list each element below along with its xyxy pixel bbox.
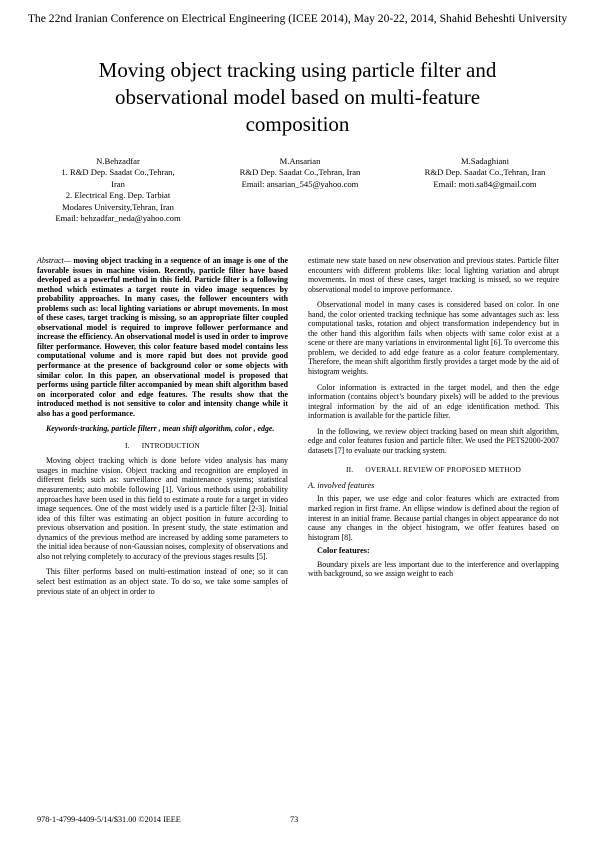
paragraph: Color information is extracted in the target model, and then the edge information (contains object’s boundary pixels) will be added to the previous integral information by the aid of an edge identification method. This information is available for the particle filter.	[308, 382, 559, 421]
abstract	[37, 256, 288, 418]
paragraph: Observational model in many cases is considered based on color. In one hand, the color oriented tracking technique has some advantages such as: less computational tasks, rotation and object transformation independency but in the other hand this algorithm fails when objects with same color exist at a scene or there are many variations in environmental light [6]. To overcome this problem, we decided to add edge feature as a color feature complementary. Therefore, the mean shift algorithm firstly provides a target mode by the aid of histogram weights.	[308, 300, 559, 377]
author-name: M.Ansarian	[279, 156, 321, 166]
left-column	[37, 256, 288, 596]
section-title: INTRODUCTION	[141, 440, 200, 450]
paragraph: This filter performs based on multi-estimation instead of one; so it can select best estimation as an object state. To do so, we take some samples of previous state of an object in order to	[37, 567, 288, 596]
author-email: Email: behzadfar_neda@yahoo.com	[55, 213, 181, 224]
conference-header: The 22nd Iranian Conference on Electrical Engineering (ICEE 2014), May 20-22, 2014, Shahid Beheshti University	[27, 12, 568, 25]
paragraph: In this paper, we use edge and color features which are extracted from marked region in first frame. An ellipse window is defined about the region of interest in an initial frame. Because partial changes in object appearance do not cause any changes in the object histogram, we offer features based on histogram [8].	[308, 494, 559, 542]
author-block-3	[390, 156, 580, 190]
section-heading-overall-review	[308, 465, 559, 475]
title-line: observational model based on multi-feature	[114, 85, 481, 109]
color-features-heading: Color features:	[317, 546, 370, 556]
author-affiliation: Modares University,Tehran, Iran	[62, 201, 174, 212]
abstract-text: moving object tracking in a sequence of an image is one of the favorable issues in machine vision. Recently, particle filter have based developed as a powerful method in this field. Particle filter is a following method which estimates a target route in video image sequences by probability approaches. In many cases, the follower encounters with problems such as: local lighting variations or abrupt movements. In most of these cases, target tracking is missing, so an appropriate filter coupled observational model is required to improve follower performance and increase the efficiency. An observational model is used in order to improve filter performance. However, this color feature based model contains less computational volume and is more rapid but does not provide good performance at the presence of background color or some objects with similar color. In this paper, an observational model is proposed that performs using particle filter accompanied by mean shift algorithm based on incorporated color and edge features. The results show that the introduced method is not sensitive to color and intensity change while it also has a good performance.	[37, 256, 288, 418]
section-heading-introduction	[37, 441, 288, 451]
author-block-1	[18, 156, 218, 224]
paper-title	[40, 57, 555, 138]
author-affiliation: Iran	[111, 178, 125, 189]
paragraph: estimate new state based on new observation and previous states. Particle filter encounters with different problems like: local lighting variation and abrupt movements. In most of these cases, target tracking is missed, so we require observational model to improve performance.	[308, 256, 559, 294]
title-line: composition	[245, 112, 350, 136]
abstract-label: Abstract—	[37, 256, 71, 265]
paragraph: Boundary pixels are less important due to the interference and overlapping with background, so we assign weight to each	[308, 559, 559, 579]
paragraph: Moving object tracking which is done before video analysis has many usages in machine vision. Object tracking and recognition are employed in different fields such as: surveillance and maintenance systems; statistical measurements; auto mobile following [1]. Various methods using probability approaches have been used in this field to estimate a route for a target in video image sequences. One of the most widely used is a particle filter [2-3]. Initial idea of this filter was estimating an object position in future according to previous observation and position. In present study, the state estimation and dynamics of the previous method are increased by adding some parameters to the initial idea because of non-Gaussian noises, complexity of observations and also not relying completely to accuracy of the previous stages results [5].	[37, 456, 288, 561]
subsection-heading: A. involved features	[308, 480, 375, 490]
section-number: I.	[125, 440, 130, 450]
author-email: Email: moti.sa84@gmail.com	[433, 178, 537, 189]
keywords: Keywords-tracking, particle filterr , mean shift algorithm, color , edge.	[46, 424, 275, 434]
author-affiliation: 1. R&D Dep. Saadat Co.,Tehran,	[61, 167, 175, 178]
section-title: OVERALL REVIEW OF PROPOSED METHOD	[365, 465, 522, 475]
section-number: II.	[345, 465, 354, 475]
author-email: Email: ansarian_545@yahoo.com	[241, 178, 359, 189]
paragraph: In the following, we review object tracking based on mean shift algorithm, edge and color features fusion and particle filter. We used the PETS2000-2007 datasets [7] to evaluate our tracking system.	[308, 426, 559, 455]
footer-copyright: 978-1-4799-4409-5/14/$31.00 ©2014 IEEE	[37, 815, 181, 824]
author-name: N.Behzadfar	[96, 156, 140, 166]
author-affiliation: 2. Electrical Eng. Dep. Tarbiat	[65, 190, 171, 201]
author-affiliation: R&D Dep. Saadat Co.,Tehran, Iran	[424, 167, 546, 178]
page-number: 73	[290, 815, 299, 824]
title-line: Moving object tracking using particle filter and	[98, 58, 497, 82]
author-name: M.Sadaghiani	[461, 156, 509, 166]
author-block-2	[205, 156, 395, 190]
author-affiliation: R&D Dep. Saadat Co.,Tehran, Iran	[239, 167, 361, 178]
right-column	[308, 256, 559, 579]
